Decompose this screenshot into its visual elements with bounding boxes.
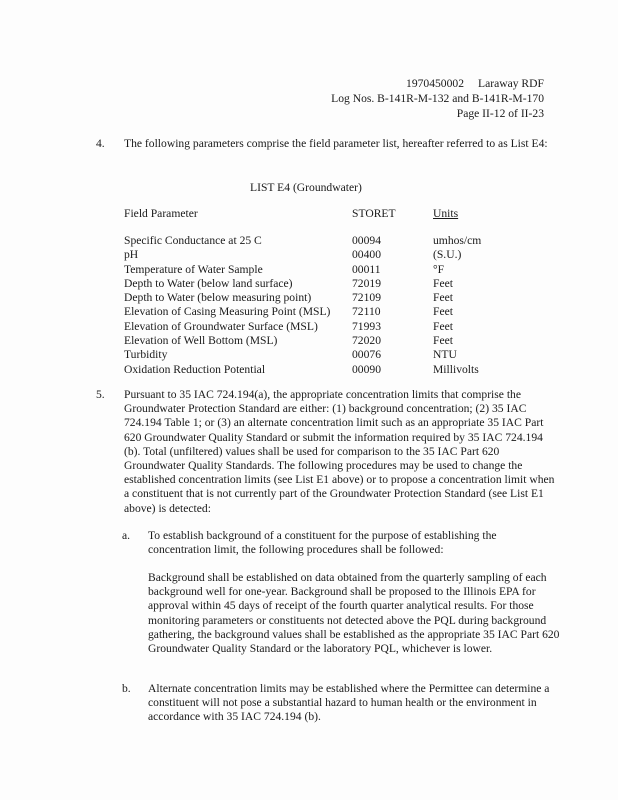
parameter-cell: pH bbox=[124, 248, 139, 262]
page-header bbox=[331, 76, 544, 121]
item-4 bbox=[96, 137, 556, 151]
units-cell: Millivolts bbox=[433, 362, 479, 376]
parameter-cell: Depth to Water (below measuring point) bbox=[124, 291, 312, 305]
page-number: Page II-12 of II-23 bbox=[456, 107, 544, 120]
storet-cell: 72019 bbox=[352, 276, 381, 290]
units-cell: Feet bbox=[433, 334, 453, 348]
item-5-text: Pursuant to 35 IAC 724.194(a), the appropriate concentration limits that comprise the Groundwater Protection Standard are either: (1) background concentration; (2) 35 IAC 724.194 Table 1; or (3) an alternate concentration limit such as an appropriate 35 IAC Part 620 Groundwater Quality Standard or submit the information required by 35 IAC 724.194 (b). Total (unfiltered) values shall be used for comparison to the 35 IAC Part 620 Groundwater Quality Standards. The following procedures may be used to change the established concentration limits (see List E1 above) or to propose a concentration limit when a constituent that is not currently part of the Groundwater Protection Standard (see List E1 above) is detected: bbox=[124, 388, 555, 515]
storet-cell: 00011 bbox=[352, 262, 381, 276]
storet-cell: 00400 bbox=[352, 248, 381, 262]
parameter-cell: Turbidity bbox=[124, 348, 168, 362]
parameter-cell: Elevation of Groundwater Surface (MSL) bbox=[124, 319, 318, 333]
item-5a-letter: a. bbox=[122, 529, 131, 542]
storet-cell: 72109 bbox=[352, 291, 381, 305]
item-5b-text: Alternate concentration limits may be established where the Permittee can determine a constituent will not pose a substantial hazard to human health or the environment in accordance with 35 IAC 724.194 (b). bbox=[148, 682, 550, 724]
storet-cell: 71993 bbox=[352, 319, 381, 333]
parameter-cell: Temperature of Water Sample bbox=[124, 262, 263, 276]
parameter-cell: Oxidation Reduction Potential bbox=[124, 362, 266, 376]
storet-cell: 00094 bbox=[352, 234, 381, 247]
col-header-units: Units bbox=[433, 207, 459, 220]
item-4-number: 4. bbox=[96, 137, 105, 150]
units-cell: umhos/cm bbox=[433, 234, 482, 247]
col-header-storet: STORET bbox=[352, 207, 396, 220]
units-cell: (S.U.) bbox=[433, 248, 462, 262]
item-5b bbox=[122, 682, 562, 725]
parameter-cell: Specific Conductance at 25 C bbox=[124, 234, 262, 247]
parameter-cell: Depth to Water (below land surface) bbox=[124, 276, 293, 290]
units-cell: °F bbox=[433, 262, 445, 276]
storet-cell: 00090 bbox=[352, 362, 381, 376]
item-4-text: The following parameters comprise the field parameter list, hereafter referred to as List E4: bbox=[124, 137, 548, 150]
parameter-cell: Elevation of Casing Measuring Point (MSL) bbox=[124, 305, 331, 319]
units-cell: Feet bbox=[433, 276, 453, 290]
item-5b-letter: b. bbox=[122, 682, 131, 695]
item-5a-text: To establish background of a constituent for the purpose of establishing the concentration limit, the following procedures shall be followed: bbox=[148, 529, 497, 557]
storet-cell: 72110 bbox=[352, 305, 381, 319]
item-5-number: 5. bbox=[96, 388, 105, 401]
units-cell: Feet bbox=[433, 305, 453, 319]
item-5 bbox=[96, 388, 556, 516]
units-cell: Feet bbox=[433, 291, 453, 305]
col-header-parameter: Field Parameter bbox=[124, 207, 198, 220]
header-line-1 bbox=[331, 76, 544, 91]
item-5a-detail: Background shall be established on data obtained from the quarterly sampling of each background well for one-year. Background shall be proposed to the Illinois EPA for approval within 45 days of receipt of the fourth quarter analytical results. For those monitoring parameters or constituents not detected above the PQL during background gathering, the background values shall be established as the appropriate 35 IAC Part 620 Groundwater Quality Standard or the laboratory PQL, whichever is lower. bbox=[148, 571, 560, 656]
item-5a bbox=[122, 529, 562, 557]
units-cell: Feet bbox=[433, 319, 453, 333]
list-title: LIST E4 (Groundwater) bbox=[250, 181, 362, 194]
facility-name: Laraway RDF bbox=[477, 77, 544, 90]
doc-number: 1970450002 bbox=[406, 77, 464, 90]
log-numbers: Log Nos. B-141R-M-132 and B-141R-M-170 bbox=[331, 92, 544, 105]
storet-cell: 72020 bbox=[352, 334, 381, 348]
units-cell: NTU bbox=[433, 348, 457, 362]
storet-cell: 00076 bbox=[352, 348, 381, 362]
parameter-cell: Elevation of Well Bottom (MSL) bbox=[124, 334, 278, 348]
